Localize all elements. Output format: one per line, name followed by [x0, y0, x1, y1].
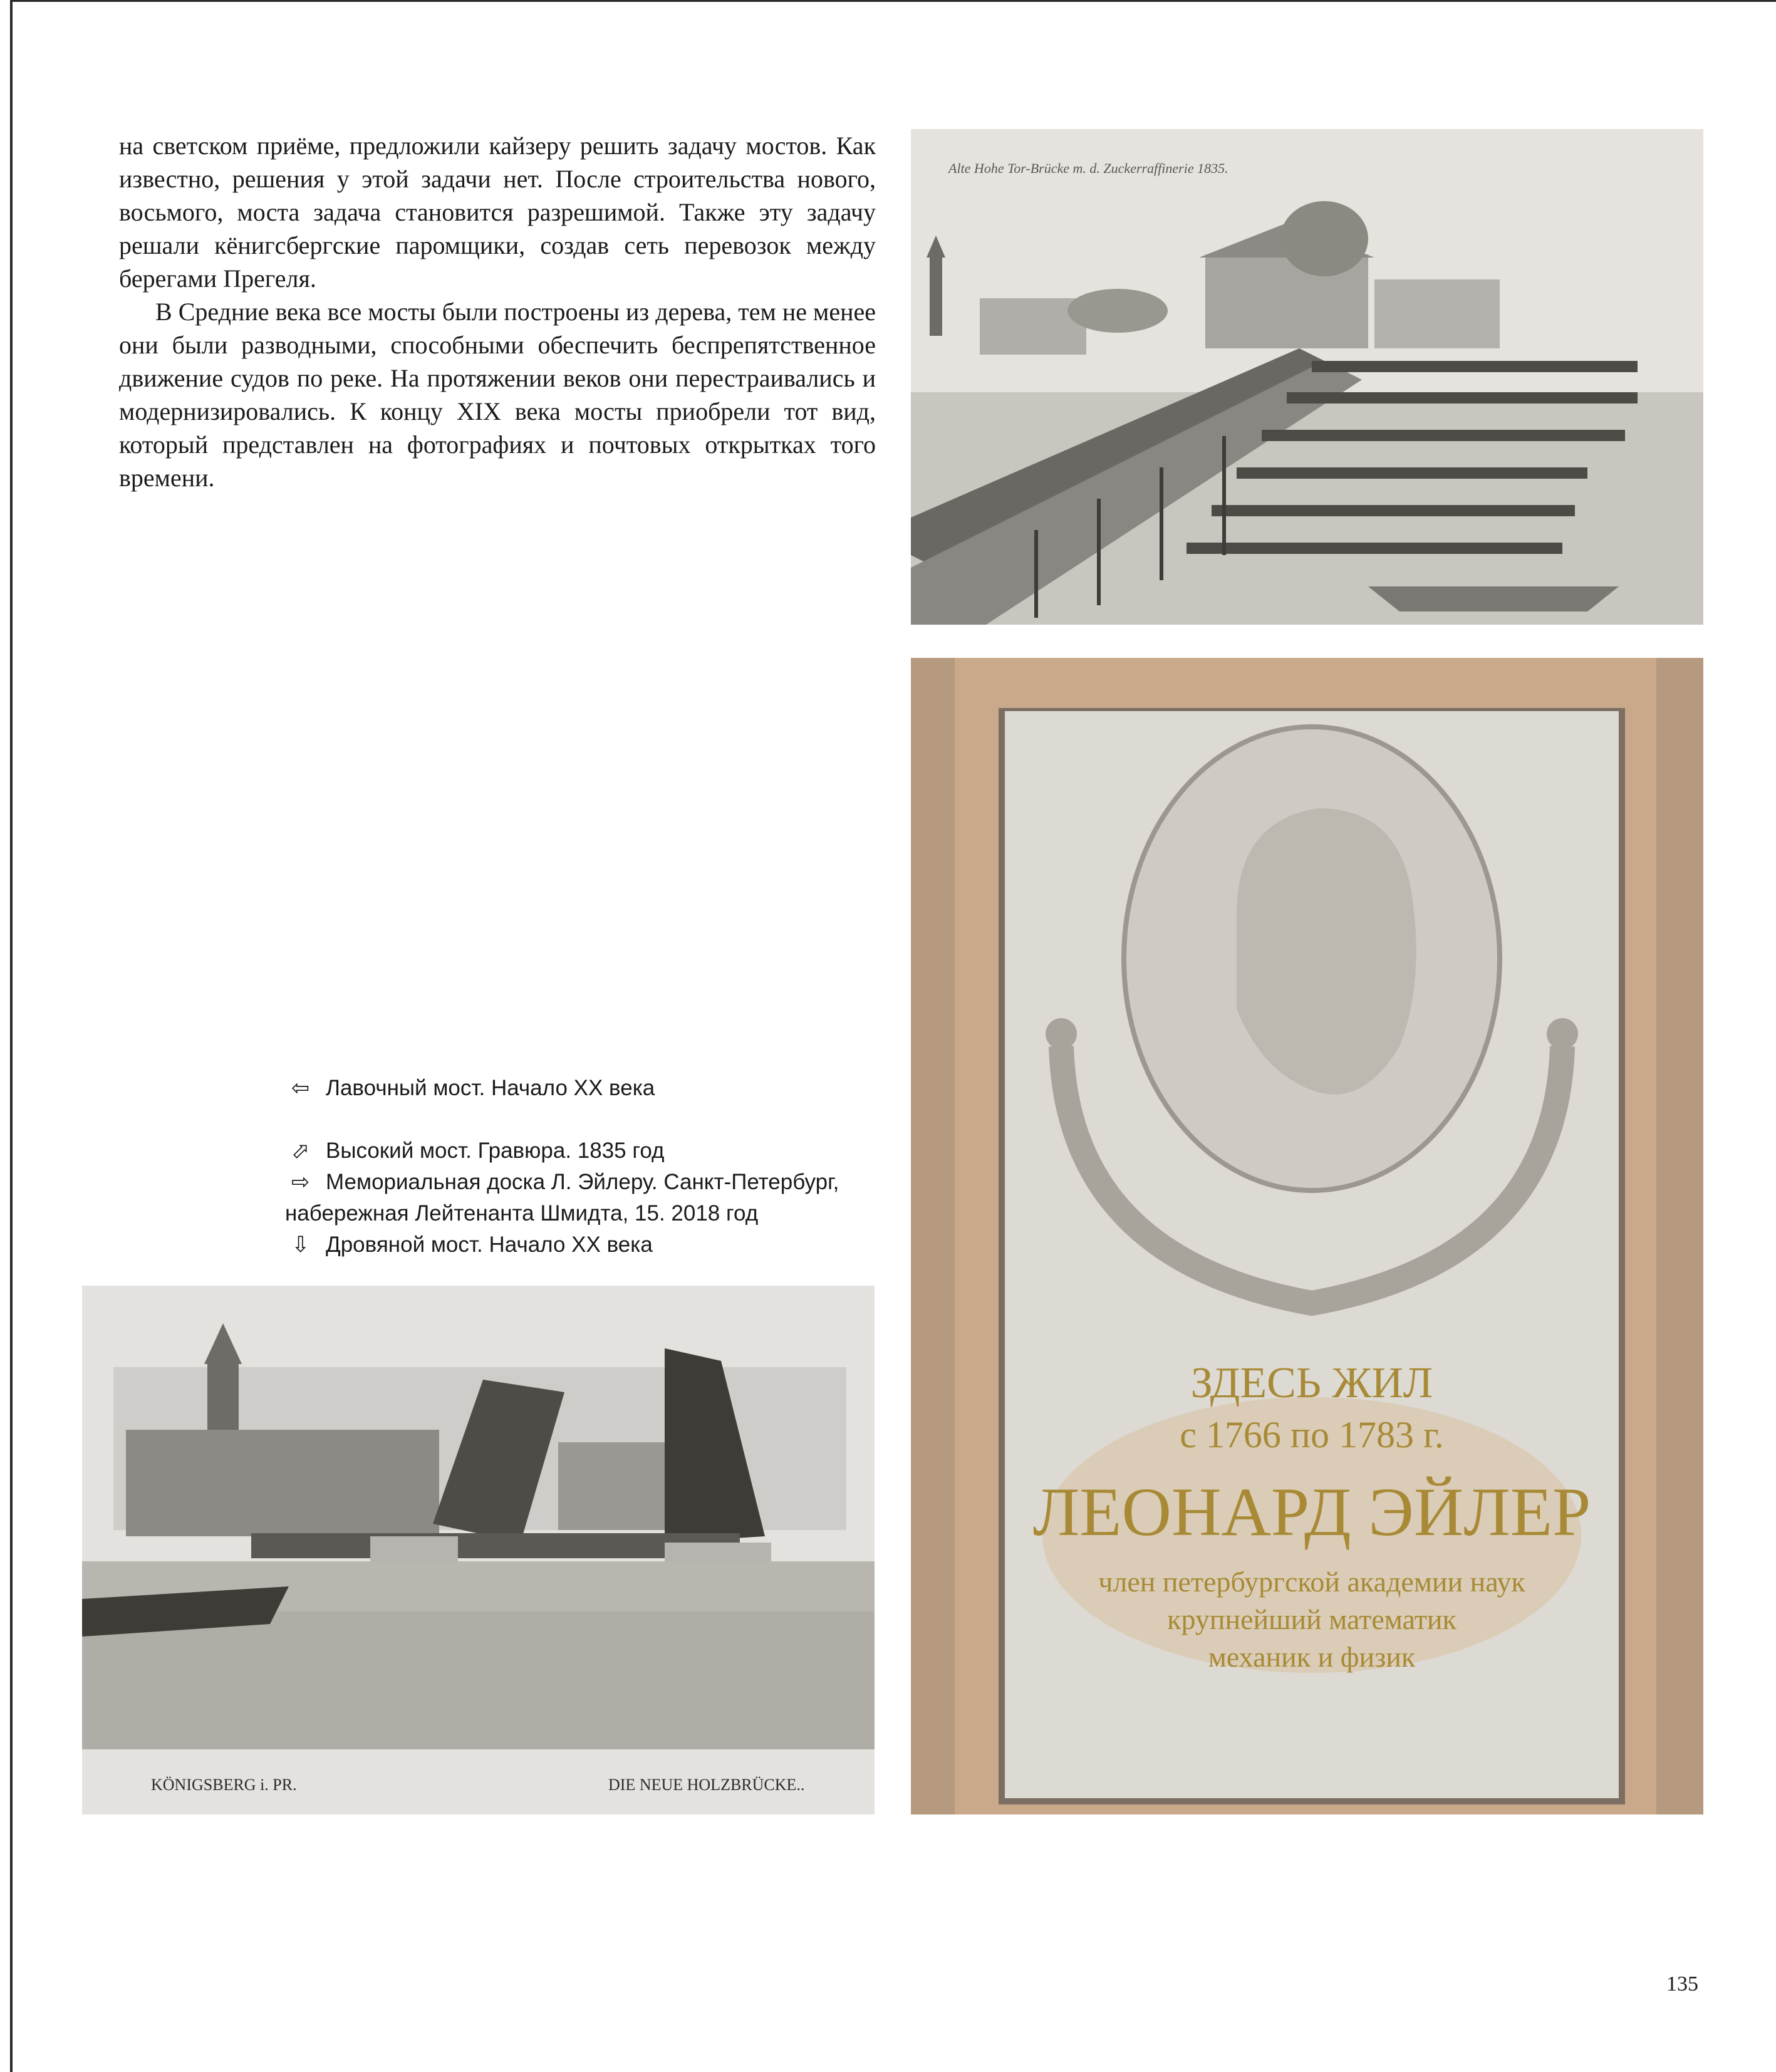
postcard-label-right: DIE NEUE HOLZBRÜCKE.. — [608, 1776, 805, 1794]
caption-3: ⇨ Мемориальная доска Л. Эйлеру. Санкт-Петербург, — [291, 1167, 880, 1198]
engraving-inscription: Alte Hohe Tor-Brücke m. d. Zuckerraffinerie 1835. — [948, 160, 1228, 176]
photo-captions — [285, 1073, 880, 1261]
caption-3-continuation: набережная Лейтенанта Шмидта, 15. 2018 год — [285, 1201, 759, 1226]
body-text — [119, 129, 876, 494]
arrow-up-right-icon: ⬀ — [291, 1138, 310, 1163]
paragraph-1: на светском приёме, предложили кайзеру решить задачу мостов. Как известно, решения у этой задачи нет. После строительства нового, восьмого, моста задача становится разрешимой. Также эту задачу решали кёнигсбергские паромщики, создав сеть перевозок между берегами Прегеля. — [119, 132, 876, 293]
plaque-line-4: член петербургской академии наук — [1098, 1566, 1525, 1598]
page-border-top — [10, 0, 1776, 2]
page-number: 135 — [1666, 1972, 1698, 1996]
plaque-line-5: крупнейший математик — [1167, 1603, 1457, 1635]
caption-4: ⇩ Дровяной мост. Начало XX века — [291, 1229, 880, 1261]
postcard-wood-bridge-photo — [82, 1286, 875, 1814]
engraving-high-bridge-photo — [911, 129, 1703, 625]
plaque-line-2: с 1766 по 1783 г. — [1180, 1414, 1444, 1455]
plaque-name: ЛЕОНАРД ЭЙЛЕР — [1032, 1474, 1591, 1550]
plaque-line-6: механик и физик — [1208, 1641, 1416, 1673]
postcard-label-left: KÖNIGSBERG i. PR. — [151, 1776, 297, 1794]
arrow-down-icon: ⇩ — [291, 1232, 310, 1257]
arrow-left-icon: ⇦ — [291, 1076, 310, 1100]
paragraph-2: В Средние века все мосты были построены из дерева, тем не менее они были разводными, способными обеспечить беспрепятственное движение судов по реке. На протяжении веков они перестраивались и модернизировались. К концу XIX века мосты приобрели тот вид, который представлен на фотографиях и почтовых открытках того времени. — [119, 298, 876, 492]
euler-memorial-plaque-photo — [911, 658, 1703, 1814]
caption-2: ⬀ Высокий мост. Гравюра. 1835 год — [291, 1135, 880, 1167]
page-border-left — [10, 0, 13, 2072]
arrow-right-icon: ⇨ — [291, 1170, 310, 1194]
plaque-line-1: ЗДЕСЬ ЖИЛ — [1190, 1359, 1433, 1407]
caption-1: ⇦ Лавочный мост. Начало XX века — [291, 1073, 880, 1104]
